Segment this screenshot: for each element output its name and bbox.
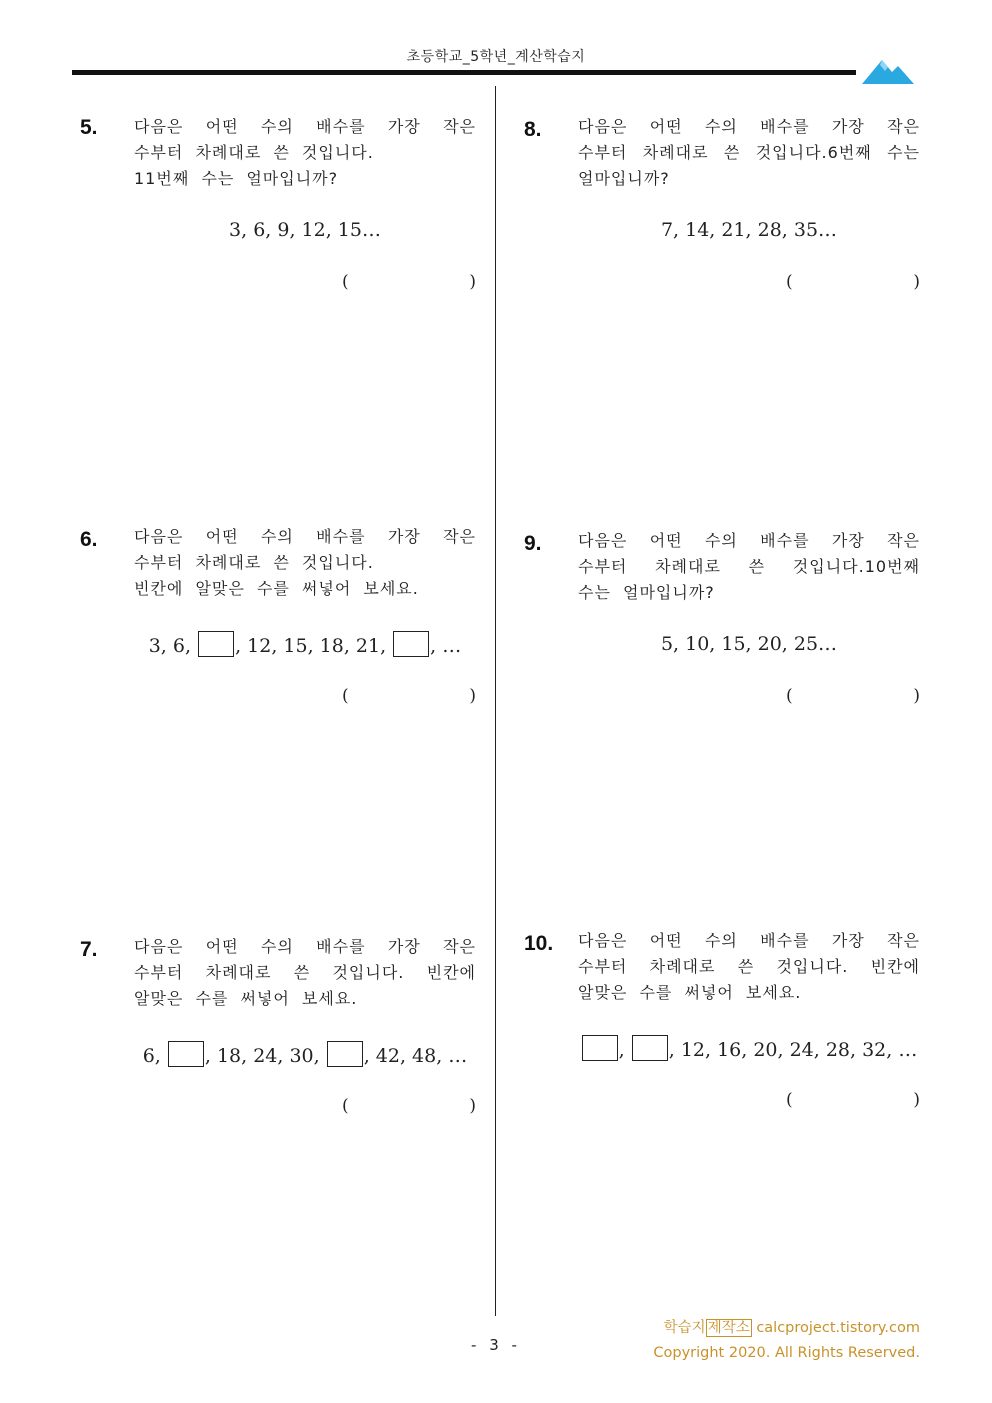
paren-close: ) <box>913 686 920 706</box>
credit-url[interactable]: calcproject.tistory.com <box>756 1320 920 1336</box>
credit <box>653 1316 920 1366</box>
problem-line: 알맞은 수를 써넣어 보세요. <box>134 989 358 1008</box>
problem-line: 다음은 어떤 수의 배수를 가장 작은 <box>134 937 476 956</box>
copyright: Copyright 2020. All Rights Reserved. <box>653 1345 920 1361</box>
problem-line: 수부터 차례대로 쓴 것입니다. <box>134 143 374 162</box>
seq-text: , 18, 24, 30, <box>204 1045 326 1067</box>
paren-open: ( <box>786 1090 793 1110</box>
paren-close: ) <box>469 272 476 292</box>
paren-close: ) <box>469 1096 476 1116</box>
fill-box[interactable] <box>393 631 429 657</box>
paren-open: ( <box>342 686 349 706</box>
paren-close: ) <box>469 686 476 706</box>
seq-text: , <box>618 1039 631 1061</box>
seq-text: 6, <box>142 1045 167 1067</box>
paren-open: ( <box>786 686 793 706</box>
paren-close: ) <box>913 272 920 292</box>
problem-line: 다음은 어떤 수의 배수를 가장 작은 <box>578 931 920 950</box>
problem-text <box>134 114 476 192</box>
sequence <box>578 1035 920 1061</box>
problem-text <box>578 528 920 606</box>
seq-text: 3, 6, <box>148 635 198 657</box>
problem-number: 6. <box>80 528 98 551</box>
fill-box[interactable] <box>198 631 234 657</box>
problem-line: 수부터 차례대로 쓴 것입니다. <box>134 553 374 572</box>
sequence: 5, 10, 15, 20, 25… <box>660 633 838 655</box>
problem-line: 수부터 차례대로 쓴 것입니다. 빈칸에 <box>578 957 920 976</box>
fill-box[interactable] <box>632 1035 668 1061</box>
seq-text: , 12, 16, 20, 24, 28, 32, … <box>668 1039 918 1061</box>
problem-line: 다음은 어떤 수의 배수를 가장 작은 <box>134 527 476 546</box>
problem-text <box>134 524 476 602</box>
page-number: - 3 - <box>471 1336 521 1354</box>
paren-open: ( <box>342 1096 349 1116</box>
problem-text <box>134 934 476 1012</box>
problem-number: 9. <box>524 532 542 555</box>
problem-line: 다음은 어떤 수의 배수를 가장 작은 <box>578 117 920 136</box>
credit-line <box>653 1316 920 1341</box>
problem-number: 7. <box>80 938 98 961</box>
fill-box[interactable] <box>327 1041 363 1067</box>
problem-line: 수는 얼마입니까? <box>578 583 715 602</box>
problem-line: 수부터 차례대로 쓴 것입니다.10번째 <box>578 557 920 576</box>
page-title: 초등학교_5학년_계산학습지 <box>406 49 586 65</box>
problem-number: 5. <box>80 116 98 139</box>
paren-open: ( <box>786 272 793 292</box>
problem-line: 11번째 수는 얼마입니까? <box>134 169 339 188</box>
fill-box[interactable] <box>582 1035 618 1061</box>
header-rule <box>72 70 856 75</box>
fill-box[interactable] <box>168 1041 204 1067</box>
mountain-logo-icon <box>862 56 914 86</box>
problem-line: 얼마입니까? <box>578 169 670 188</box>
credit-boxed: 제작소 <box>707 1320 750 1336</box>
sequence <box>134 1041 476 1067</box>
seq-text: , 12, 15, 18, 21, <box>235 635 393 657</box>
problem-line: 빈칸에 알맞은 수를 써넣어 보세요. <box>134 579 419 598</box>
problem-line: 알맞은 수를 써넣어 보세요. <box>578 983 802 1002</box>
sequence: 7, 14, 21, 28, 35… <box>660 219 838 241</box>
problem-number: 8. <box>524 118 542 141</box>
problem-line: 수부터 차례대로 쓴 것입니다.6번째 수는 <box>578 143 920 162</box>
problem-line: 수부터 차례대로 쓴 것입니다. 빈칸에 <box>134 963 476 982</box>
paren-close: ) <box>913 1090 920 1110</box>
sequence: 3, 6, 9, 12, 15… <box>229 219 381 241</box>
column-divider <box>495 86 496 1316</box>
sequence <box>134 631 476 657</box>
problem-text <box>578 114 920 192</box>
problem-line: 다음은 어떤 수의 배수를 가장 작은 <box>578 531 920 550</box>
paren-open: ( <box>342 272 349 292</box>
seq-text: , … <box>430 635 462 657</box>
credit-prefix: 학습지 <box>663 1320 706 1336</box>
problem-text <box>578 928 920 1006</box>
problem-line: 다음은 어떤 수의 배수를 가장 작은 <box>134 117 476 136</box>
seq-text: , 42, 48, … <box>363 1045 468 1067</box>
problem-number: 10. <box>524 932 554 955</box>
